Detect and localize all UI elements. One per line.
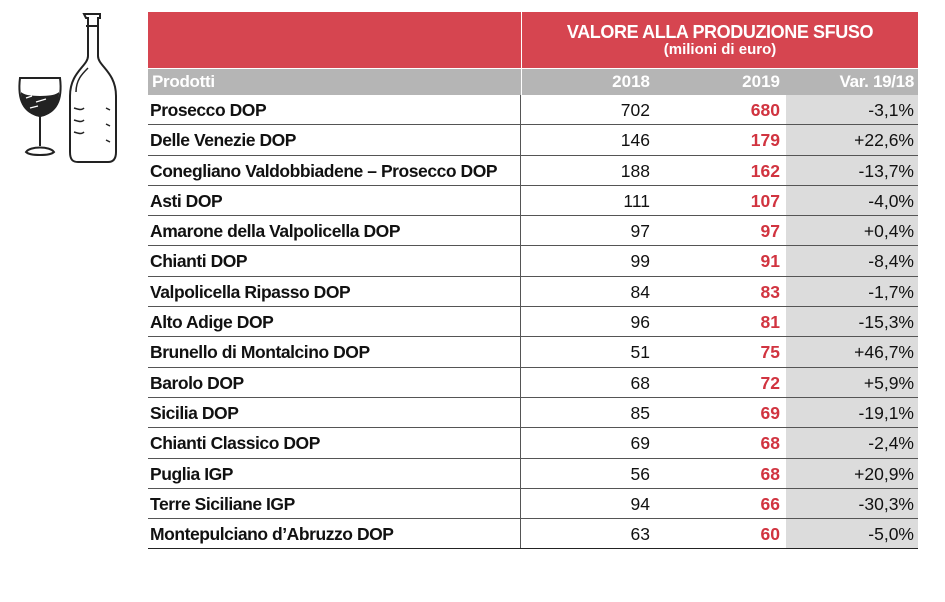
column-header-2018: 2018 xyxy=(521,69,654,95)
table-row xyxy=(148,125,918,155)
column-header-variation: Var. 19/18 xyxy=(839,72,914,91)
variation-cell: -19,1% xyxy=(786,398,918,427)
variation-cell: -4,0% xyxy=(786,186,918,215)
product-name-cell: Asti DOP xyxy=(148,186,521,215)
value-2019-cell: 68 xyxy=(760,433,780,454)
product-name-cell: Montepulciano d’Abruzzo DOP xyxy=(148,519,521,548)
wine-bottle-icon xyxy=(70,14,116,162)
variation-cell: -13,7% xyxy=(786,156,918,185)
table-subtitle: (milioni di euro) xyxy=(663,41,777,58)
value-2018-cell: 702 xyxy=(620,100,650,120)
product-name-cell: Chianti DOP xyxy=(148,246,521,275)
value-2018-cell: 146 xyxy=(620,130,650,151)
value-2019-cell: 81 xyxy=(760,312,780,333)
value-2018-cell: 68 xyxy=(630,372,650,393)
table-row xyxy=(148,216,918,246)
value-2018-cell: 51 xyxy=(630,342,650,363)
value-2019-cell: 75 xyxy=(760,342,780,363)
value-2018-cell: 85 xyxy=(630,402,650,423)
value-2019-cell: 97 xyxy=(760,221,780,242)
variation-cell: +22,6% xyxy=(786,125,918,154)
value-2019-cell: 162 xyxy=(750,160,780,181)
value-2019-cell: 83 xyxy=(760,281,780,302)
product-name-cell: Barolo DOP xyxy=(148,368,521,397)
variation-cell: -2,4% xyxy=(786,428,918,457)
product-name-cell: Puglia IGP xyxy=(148,459,521,488)
value-2019-cell: 107 xyxy=(750,190,780,211)
product-name-cell: Alto Adige DOP xyxy=(148,307,521,336)
table-row xyxy=(148,156,918,186)
title-cell xyxy=(521,12,918,68)
value-2019-cell: 60 xyxy=(760,524,780,545)
table-row xyxy=(148,428,918,458)
product-name-cell: Terre Siciliane IGP xyxy=(148,489,521,518)
variation-cell: -1,7% xyxy=(786,277,918,306)
table-row xyxy=(148,459,918,489)
value-2018-cell: 69 xyxy=(630,433,650,454)
wine-production-table xyxy=(148,12,918,549)
value-2018-cell: 188 xyxy=(620,160,650,181)
column-header-row xyxy=(148,68,918,95)
product-name-cell: Delle Venezie DOP xyxy=(148,125,521,154)
table-row xyxy=(148,186,918,216)
product-name-cell: Sicilia DOP xyxy=(148,398,521,427)
product-name-cell: Chianti Classico DOP xyxy=(148,428,521,457)
wine-illustration xyxy=(10,8,130,168)
table-row xyxy=(148,307,918,337)
value-2018-cell: 84 xyxy=(630,281,650,302)
value-2019-cell: 179 xyxy=(750,130,780,151)
product-name-cell: Valpolicella Ripasso DOP xyxy=(148,277,521,306)
value-2018-cell: 111 xyxy=(623,190,650,211)
wine-glass-icon xyxy=(19,78,60,155)
value-2018-cell: 96 xyxy=(630,312,650,333)
table-title-header xyxy=(148,12,918,68)
value-2019-cell: 72 xyxy=(760,372,780,393)
value-2019-cell: 66 xyxy=(760,493,780,514)
variation-cell: -3,1% xyxy=(786,95,918,124)
product-name-cell: Prosecco DOP xyxy=(148,95,521,124)
product-name-cell: Conegliano Valdobbiadene – Prosecco DOP xyxy=(148,156,521,185)
variation-cell: -30,3% xyxy=(786,489,918,518)
table-row xyxy=(148,368,918,398)
table-title: VALORE ALLA PRODUZIONE SFUSO xyxy=(566,22,874,42)
value-2018-cell: 56 xyxy=(630,463,650,484)
value-2018-cell: 94 xyxy=(630,493,650,514)
column-header-prodotti: Prodotti xyxy=(152,72,215,91)
variation-cell: +5,9% xyxy=(786,368,918,397)
value-2019-cell: 680 xyxy=(750,100,780,120)
table-row xyxy=(148,489,918,519)
variation-cell: -15,3% xyxy=(786,307,918,336)
value-2018-cell: 63 xyxy=(630,524,650,545)
variation-cell: -8,4% xyxy=(786,246,918,275)
value-2019-cell: 69 xyxy=(760,402,780,423)
value-2019-cell: 91 xyxy=(760,251,780,272)
value-2018-cell: 99 xyxy=(630,251,650,272)
variation-cell: +0,4% xyxy=(786,216,918,245)
product-name-cell: Brunello di Montalcino DOP xyxy=(148,337,521,366)
table-row xyxy=(148,337,918,367)
column-header-2019: 2019 xyxy=(742,72,780,91)
table-row xyxy=(148,398,918,428)
value-2019-cell: 68 xyxy=(760,463,780,484)
table-body xyxy=(148,95,918,549)
table-row xyxy=(148,246,918,276)
variation-cell: -5,0% xyxy=(786,519,918,548)
value-2018-cell: 97 xyxy=(630,221,650,242)
variation-cell: +46,7% xyxy=(786,337,918,366)
table-row xyxy=(148,95,918,125)
product-name-cell: Amarone della Valpolicella DOP xyxy=(148,216,521,245)
variation-cell: +20,9% xyxy=(786,459,918,488)
table-row xyxy=(148,519,918,549)
table-row xyxy=(148,277,918,307)
